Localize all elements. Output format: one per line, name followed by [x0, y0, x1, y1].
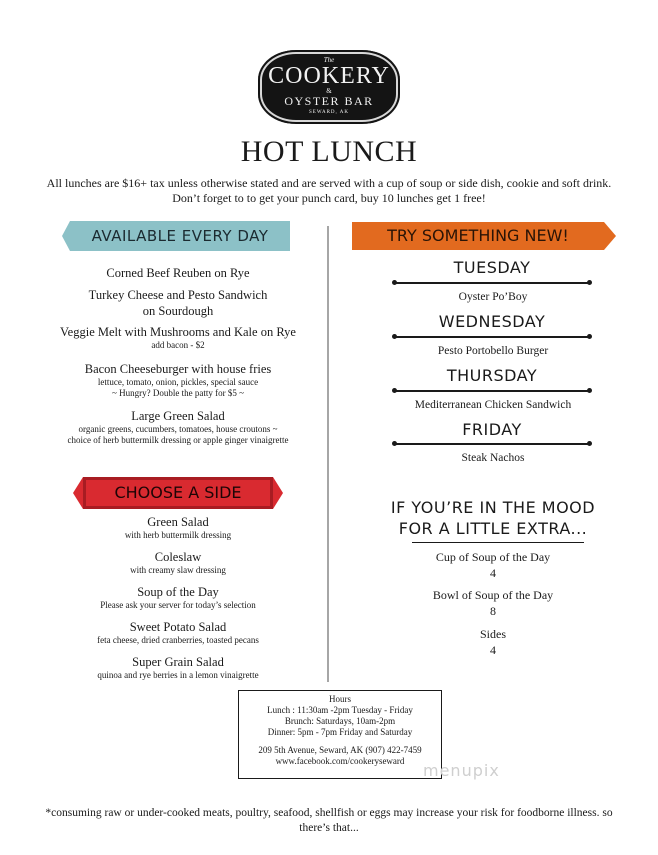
item-name: Green Salad: [147, 515, 209, 529]
website: www.facebook.com/cookeryseward: [275, 756, 405, 766]
extra-item-price: 4: [490, 566, 496, 580]
address: 209 5th Avenue, Seward, AK (907) 422-7459: [258, 745, 422, 755]
extra-item-price: 4: [490, 643, 496, 657]
column-divider: [327, 226, 329, 682]
extra-item-name: Sides: [479, 627, 506, 641]
item-description: quinoa and rye berries in a lemon vinaigrette: [97, 670, 259, 680]
item-name: Coleslaw: [154, 550, 202, 564]
specials-banner: TRY SOMETHING NEW!: [352, 222, 604, 250]
day-dish: Pesto Portobello Burger: [437, 345, 549, 357]
day-rule: [394, 443, 590, 445]
side-item: [33, 584, 323, 611]
side-item: [33, 654, 323, 681]
sides-banner: CHOOSE A SIDE: [83, 477, 273, 509]
day-dish: Steak Nachos: [461, 452, 525, 464]
hours-lunch: Lunch : 11:30am -2pm Tuesday - Friday: [267, 705, 413, 715]
item-name: Bacon Cheeseburger with house fries: [84, 362, 272, 376]
item-description: Please ask your server for today’s selection: [100, 600, 256, 610]
available-banner: AVAILABLE EVERY DAY: [70, 221, 290, 251]
available-item: [33, 361, 323, 399]
day-rule: [394, 336, 590, 338]
item-name: Veggie Melt with Mushrooms and Kale on Rye: [60, 325, 296, 339]
extra-item: [380, 626, 606, 658]
hours-box: [238, 690, 442, 779]
side-item: [33, 514, 323, 541]
hours-brunch: Brunch: Saturdays, 10am-2pm: [284, 716, 396, 726]
available-item: [33, 287, 323, 319]
footer-disclaimer: *consuming raw or under-cooked meats, poultry, seafood, shellfish or eggs may increase your risk for foodborne illness. so there’s that...: [45, 807, 613, 834]
extras-heading-line1: IF YOU’RE IN THE MOOD: [390, 498, 596, 517]
restaurant-logo: [258, 50, 400, 124]
item-description: choice of herb buttermilk dressing or apple ginger vinaigrette: [67, 435, 289, 445]
item-name: Large Green Salad: [131, 409, 225, 423]
item-name: Turkey Cheese and Pesto Sandwich on Sourdough: [88, 288, 268, 318]
day-rule: [394, 282, 590, 284]
item-description: with creamy slaw dressing: [130, 565, 226, 575]
day-heading-friday: FRIDAY: [462, 420, 522, 439]
day-dish: Mediterranean Chicken Sandwich: [414, 399, 572, 411]
logo-ampersand: &: [326, 87, 332, 95]
item-description: lettuce, tomato, onion, pickles, special sauce: [97, 377, 259, 387]
item-description: with herb buttermilk dressing: [124, 530, 232, 540]
logo-the: The: [323, 56, 335, 64]
logo-location: SEWARD, AK: [308, 110, 349, 115]
page-title: HOT LUNCH: [240, 135, 418, 168]
extras-heading-line2: FOR A LITTLE EXTRA...: [398, 519, 588, 538]
extra-item-price: 8: [490, 604, 496, 618]
logo-subtitle: OYSTER BAR: [284, 94, 374, 108]
item-name: Super Grain Salad: [132, 655, 224, 669]
item-name: Corned Beef Reuben on Rye: [106, 266, 250, 280]
extra-item: [380, 549, 606, 581]
item-name: Sweet Potato Salad: [129, 620, 227, 634]
item-description: ~ Hungry? Double the patty for $5 ~: [112, 388, 244, 398]
available-item: [33, 408, 323, 446]
extra-item-name: Cup of Soup of the Day: [435, 550, 551, 564]
side-item: [33, 619, 323, 646]
available-item: [33, 265, 323, 281]
intro-text: All lunches are $16+ tax unless otherwise stated and are served with a cup of soup or side dish, cookie and soft drink. Don’t forget to to get your punch card, buy 10 lunches get 1 free!: [46, 176, 612, 205]
logo-name: COOKERY: [268, 63, 390, 89]
day-heading-wednesday: WEDNESDAY: [438, 312, 546, 331]
item-description: feta cheese, dried cranberries, toasted pecans: [97, 635, 259, 645]
extras-rule: [412, 542, 584, 543]
day-dish: Oyster Po’Boy: [458, 291, 528, 303]
hours-heading: Hours: [329, 694, 351, 704]
hours-dinner: Dinner: 5pm - 7pm Friday and Saturday: [267, 727, 413, 737]
item-description: add bacon - $2: [151, 340, 205, 350]
watermark: menupix: [423, 761, 500, 780]
extra-item-name: Bowl of Soup of the Day: [432, 588, 554, 602]
item-description: organic greens, cucumbers, tomatoes, house croutons ~: [78, 424, 278, 434]
day-heading-tuesday: TUESDAY: [453, 258, 531, 277]
extra-item: [380, 587, 606, 619]
item-name: Soup of the Day: [137, 585, 219, 599]
available-item: [33, 324, 323, 351]
side-item: [33, 549, 323, 576]
day-rule: [394, 390, 590, 392]
day-heading-thursday: THURSDAY: [446, 366, 538, 385]
